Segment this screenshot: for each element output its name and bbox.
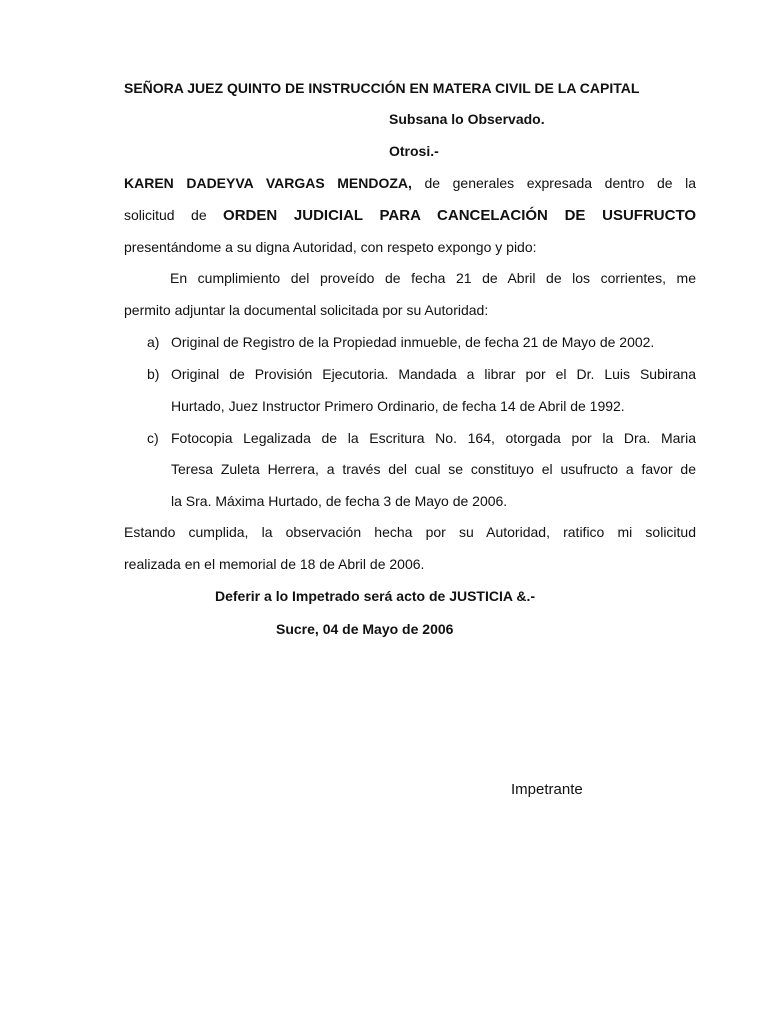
list-item-b-line-1: Original de Provisión Ejecutoria. Mandada a librar por el Dr. Luis Subirana bbox=[171, 366, 696, 382]
list-item-b-letter: b) bbox=[147, 366, 160, 382]
place-date-line: Sucre, 04 de Mayo de 2006 bbox=[276, 621, 454, 637]
paragraph-line-2: permito adjuntar la documental solicitada por su Autoridad: bbox=[124, 302, 489, 318]
intro-line-1 bbox=[124, 174, 696, 192]
otrosi-line: Otrosi.- bbox=[389, 143, 439, 159]
intro-line-3: presentándome a su digna Autoridad, con respeto expongo y pido: bbox=[124, 239, 537, 255]
closing-line-1: Estando cumplida, la observación hecha por su Autoridad, ratifico mi solicitud bbox=[124, 524, 696, 540]
request-line: Deferir a lo Impetrado será acto de JUSTICIA &.- bbox=[215, 588, 536, 604]
intro-line-1-rest: de generales expresada dentro de la bbox=[424, 175, 696, 191]
petitioner-name: KAREN DADEYVA VARGAS MENDOZA, bbox=[124, 175, 412, 191]
list-item-c-line-2: Teresa Zuleta Herrera, a través del cual se constituyo el usufructo a favor de bbox=[171, 461, 696, 477]
list-item-a-letter: a) bbox=[147, 334, 160, 350]
paragraph-line-1: En cumplimiento del proveído de fecha 21 de Abril de los corrientes, me bbox=[170, 270, 696, 286]
list-item-c-line-1: Fotocopia Legalizada de la Escritura No. 164, otorgada por la Dra. Maria bbox=[171, 430, 696, 446]
request-title: ORDEN JUDICIAL PARA CANCELACIÓN DE USUFRUCTO bbox=[223, 207, 697, 224]
intro-line-2-b: de bbox=[191, 207, 207, 223]
list-item-b-line-2: Hurtado, Juez Instructor Primero Ordinario, de fecha 14 de Abril de 1992. bbox=[171, 398, 625, 414]
signature-label: Impetrante bbox=[511, 781, 583, 798]
subject-line: Subsana lo Observado. bbox=[389, 111, 545, 127]
intro-line-2 bbox=[124, 206, 696, 225]
closing-line-2: realizada en el memorial de 18 de Abril de 2006. bbox=[124, 556, 425, 572]
list-item-c-line-3: la Sra. Máxima Hurtado, de fecha 3 de Mayo de 2006. bbox=[171, 493, 508, 509]
intro-line-2-a: solicitud bbox=[124, 207, 175, 223]
addressee-heading: SEÑORA JUEZ QUINTO DE INSTRUCCIÓN EN MATERA CIVIL DE LA CAPITAL bbox=[124, 80, 640, 96]
list-item-c-letter: c) bbox=[147, 430, 159, 446]
list-item-a-line-1: Original de Registro de la Propiedad inmueble, de fecha 21 de Mayo de 2002. bbox=[171, 334, 655, 350]
